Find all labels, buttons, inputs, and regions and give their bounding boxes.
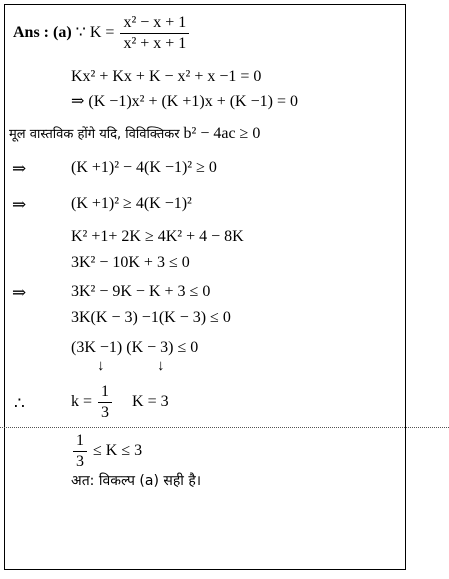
- range-rest: ≤ K ≤ 3: [93, 442, 143, 460]
- k-range-line: [71, 432, 142, 471]
- conclusion-text: अत: विकल्प (a) सही है।: [71, 473, 202, 489]
- step-1: Kx² + Kx + K − x² + x −1 = 0: [71, 68, 262, 85]
- k-equals-label: K =: [89, 24, 115, 42]
- therefore-symbol: ∴: [14, 394, 25, 413]
- condition-math: b² − 4ac ≥ 0: [183, 125, 261, 142]
- dotted-separator: [0, 427, 449, 428]
- condition-text: मूल वास्तविक होंगे यदि, विविक्तिकर: [9, 127, 180, 142]
- range-fraction: [73, 432, 87, 471]
- step-4: (K +1)² ≥ 4(K −1)²: [71, 195, 192, 212]
- k-numerator: x² − x + 1: [120, 14, 189, 34]
- condition-line: [9, 125, 260, 144]
- step-9: (3K −1) (K − 3) ≤ 0: [71, 339, 199, 356]
- implies-symbol: ⇒: [12, 159, 27, 178]
- because-symbol: ∵: [75, 24, 86, 42]
- answer-header: [13, 14, 191, 53]
- k-frac-num: 1: [98, 383, 112, 403]
- k-one-third: [98, 383, 112, 422]
- range-frac-num: 1: [73, 432, 87, 452]
- answer-prefix: Ans : (a): [13, 24, 72, 42]
- range-frac-den: 3: [76, 453, 84, 470]
- k-fraction: [120, 14, 189, 53]
- k-values-line: [71, 383, 169, 422]
- step-2: ⇒ (K −1)x² + (K +1)x + (K −1) = 0: [71, 93, 298, 110]
- step-7: 3K² − 9K − K + 3 ≤ 0: [71, 283, 211, 300]
- k-frac-den: 3: [101, 404, 110, 421]
- down-arrow-icon: ↓: [97, 358, 105, 374]
- down-arrow-icon: ↓: [157, 358, 165, 374]
- implies-symbol: ⇒: [12, 283, 27, 302]
- step-8: 3K(K − 3) −1(K − 3) ≤ 0: [71, 309, 231, 326]
- k-denominator: x² + x + 1: [123, 35, 187, 52]
- k-equals-text: k =: [71, 393, 93, 411]
- step-6: 3K² − 10K + 3 ≤ 0: [71, 254, 190, 271]
- k-equals-three: K = 3: [132, 393, 169, 411]
- step-5: K² +1+ 2K ≥ 4K² + 4 − 8K: [71, 228, 244, 245]
- implies-symbol: ⇒: [12, 195, 27, 214]
- step-3: (K +1)² − 4(K −1)² ≥ 0: [71, 159, 217, 176]
